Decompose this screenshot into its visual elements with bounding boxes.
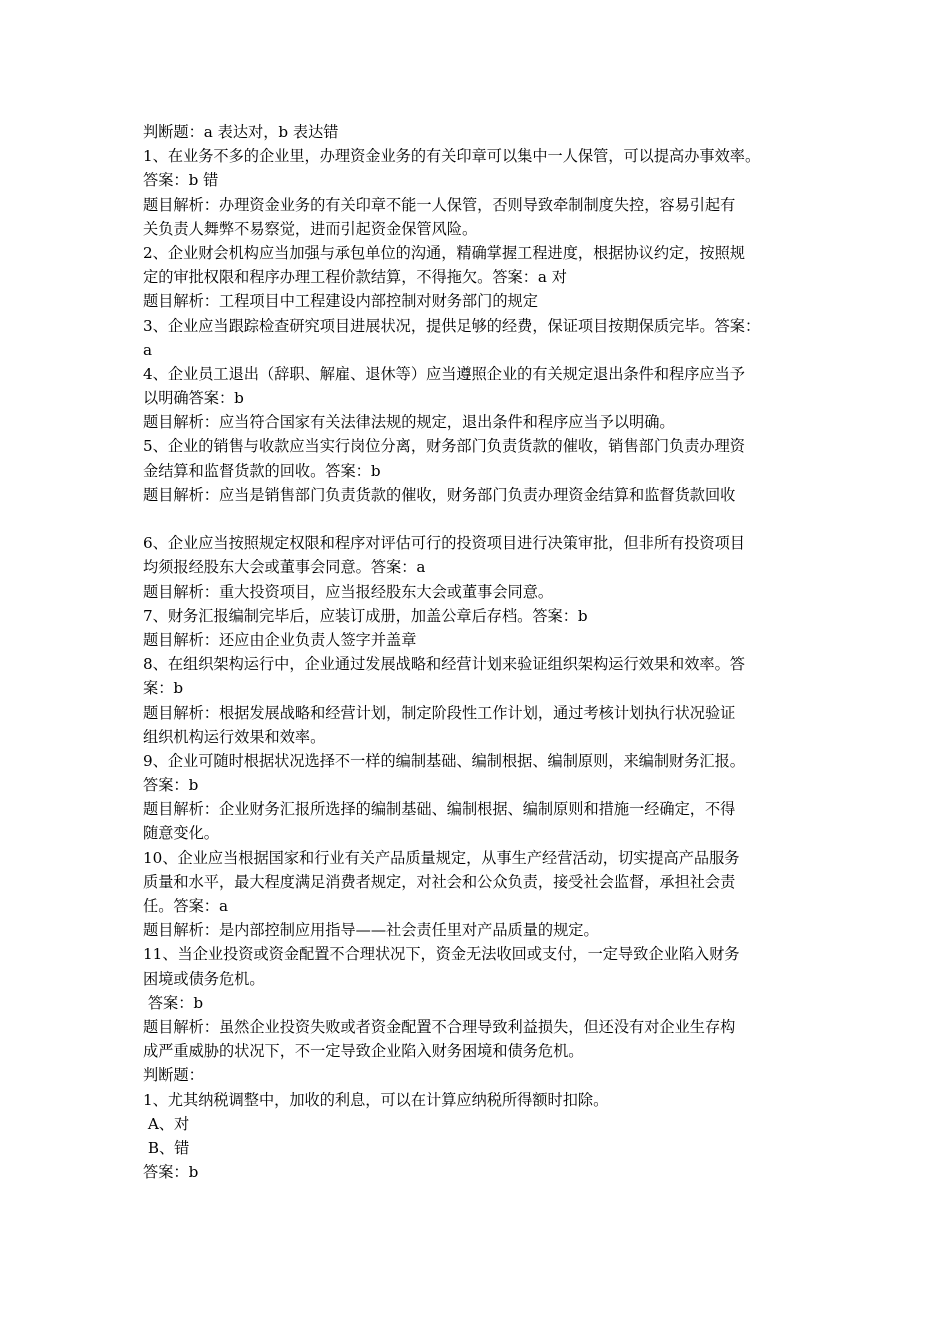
question-11: 11、当企业投资或资金配置不合理状况下，资金无法收回或支付，一定导致企业陷入财务 <box>143 945 740 964</box>
explanation-11: 题目解析：虽然企业投资失败或者资金配置不合理导致利益损失，但还没有对企业生存构 <box>143 1017 736 1036</box>
question-11-cont: 困境或债务危机。 <box>143 969 265 988</box>
answer-9: 答案：b <box>143 776 199 795</box>
option-a: A、对 <box>143 1114 190 1133</box>
explanation-8: 题目解析：根据发展战略和经营计划，制定阶段性工作计划，通过考核计划执行状况验证 <box>143 703 736 722</box>
question-4-cont: 以明确答案：b <box>143 389 244 408</box>
explanation-9-cont: 随意变化。 <box>143 824 219 843</box>
blank-line <box>143 507 815 531</box>
answer-8: 案：b <box>143 679 184 698</box>
document-body <box>143 120 815 1184</box>
question-3: 3、企业应当跟踪检查研究项目进展状况，提供足够的经费，保证项目按期保质完毕。答案： <box>143 316 761 335</box>
question-6-cont: 均须报经股东大会或董事会同意。答案：a <box>143 558 426 577</box>
explanation-1: 题目解析：办理资金业务的有关印章不能一人保管，否则导致牵制制度失控，容易引起有 <box>143 195 736 214</box>
question-2-cont: 定的审批权限和程序办理工程价款结算，不得拖欠。答案：a 对 <box>143 268 567 287</box>
explanation-8-cont: 组织机构运行效果和效率。 <box>143 727 326 746</box>
section-heading-2: 判断题： <box>143 1066 204 1085</box>
question-9: 9、企业可随时根据状况选择不一样的编制基础、编制根据、编制原则，来编制财务汇报。 <box>143 751 745 770</box>
section-heading: 判断题：a 表达对，b 表达错 <box>143 123 339 141</box>
question-2-1: 1、尤其纳税调整中，加收的利息，可以在计算应纳税所得额时扣除。 <box>143 1090 609 1109</box>
question-2: 2、企业财会机构应当加强与承包单位的沟通，精确掌握工程进度，根据协议约定，按照规 <box>143 243 745 262</box>
question-10-cont2: 任。答案：a <box>143 897 228 915</box>
question-5-cont: 金结算和监督货款的回收。答案：b <box>143 461 381 480</box>
explanation-11-cont: 成严重威胁的状况下，不一定导致企业陷入财务困境和债务危机。 <box>143 1042 584 1061</box>
question-5: 5、企业的销售与收款应当实行岗位分离，财务部门负责货款的催收，销售部门负责办理资 <box>143 437 745 456</box>
explanation-9: 题目解析：企业财务汇报所选择的编制基础、编制根据、编制原则和措施一经确定，不得 <box>143 800 736 819</box>
explanation-6: 题目解析：重大投资项目，应当报经股东大会或董事会同意。 <box>143 582 554 601</box>
explanation-10: 题目解析：是内部控制应用指导——社会责任里对产品质量的规定。 <box>143 921 599 940</box>
question-8: 8、在组织架构运行中，企业通过发展战略和经营计划来验证组织架构运行效果和效率。答 <box>143 655 745 674</box>
question-7: 7、财务汇报编制完毕后，应装订成册，加盖公章后存档。答案：b <box>143 606 588 625</box>
explanation-2: 题目解析：工程项目中工程建设内部控制对财务部门的规定 <box>143 292 538 311</box>
explanation-1-cont: 关负责人舞弊不易察觉，进而引起资金保管风险。 <box>143 219 478 238</box>
answer-2-1: 答案：b <box>143 1163 199 1182</box>
explanation-5: 题目解析：应当是销售部门负责货款的催收，财务部门负责办理资金结算和监督货款回收 <box>143 485 736 504</box>
question-4: 4、企业员工退出（辞职、解雇、退休等）应当遵照企业的有关规定退出条件和程序应当予 <box>143 364 745 383</box>
answer-1: 答案：b 错 <box>143 171 219 190</box>
option-b: B、错 <box>143 1138 190 1157</box>
explanation-4: 题目解析：应当符合国家有关法律法规的规定，退出条件和程序应当予以明确。 <box>143 413 675 432</box>
answer-11: 答案：b <box>143 993 204 1012</box>
question-10-cont: 质量和水平，最大程度满足消费者规定，对社会和公众负责，接受社会监督，承担社会责 <box>143 872 736 891</box>
question-1: 1、在业务不多的企业里，办理资金业务的有关印章可以集中一人保管，可以提高办事效率。 <box>143 147 761 166</box>
answer-3: a <box>143 340 153 359</box>
question-6: 6、企业应当按照规定权限和程序对评估可行的投资项目进行决策审批，但非所有投资项目 <box>143 534 745 553</box>
explanation-7: 题目解析：还应由企业负责人签字并盖章 <box>143 630 417 649</box>
question-10: 10、企业应当根据国家和行业有关产品质量规定，从事生产经营活动，切实提高产品服务 <box>143 848 740 867</box>
